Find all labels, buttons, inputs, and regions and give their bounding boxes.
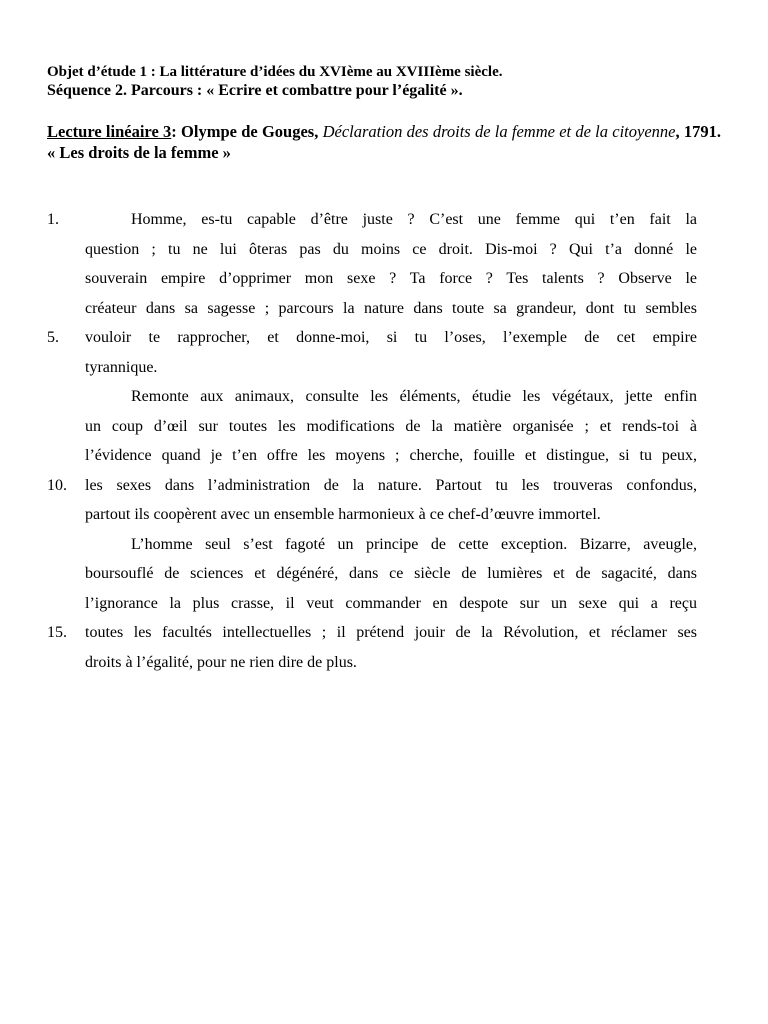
text-line-7 bbox=[47, 382, 697, 412]
line-text: droits à l’égalité, pour ne rien dire de plus. bbox=[85, 653, 357, 671]
line-text: Homme, es-tu capable d’être juste ? C’est une femme qui t’en fait la bbox=[131, 211, 697, 228]
text-line-16 bbox=[47, 648, 697, 678]
sequence-heading: Séquence 2. Parcours : « Ecrire et combattre pour l’égalité ». bbox=[47, 82, 463, 99]
text-line-8 bbox=[47, 412, 697, 442]
reading-date-subtitle: , 1791. « Les droits de la femme » bbox=[47, 122, 721, 162]
text-line-14 bbox=[47, 589, 697, 619]
line-text: vouloir te rapprocher, et donne-moi, si tu l’oses, l’exemple de cet empire bbox=[85, 329, 697, 346]
text-line-11 bbox=[47, 500, 697, 530]
text-line-10 bbox=[47, 471, 697, 501]
line-text: les sexes dans l’administration de la nature. Partout tu les trouveras confondus, bbox=[85, 476, 697, 494]
text-body bbox=[47, 205, 697, 677]
reading-title bbox=[47, 121, 721, 163]
line-text: question ; tu ne lui ôteras pas du moins ce droit. Dis-moi ? Qui t’a donné le bbox=[85, 240, 697, 258]
text-line-4 bbox=[47, 294, 697, 324]
object-of-study-heading: Objet d’étude 1 : La littérature d’idées du XVIème au XVIIIème siècle. bbox=[47, 64, 503, 80]
line-text: toutes les facultés intellectuelles ; il prétend jouir de la Révolution, et réclamer ses bbox=[85, 624, 697, 641]
text-line-9 bbox=[47, 441, 697, 471]
line-text: l’ignorance la plus crasse, il veut commander en despote sur un sexe qui a reçu bbox=[85, 594, 697, 612]
reading-label: Lecture linéaire 3 bbox=[47, 122, 172, 141]
text-line-3 bbox=[47, 264, 697, 294]
text-line-13 bbox=[47, 559, 697, 589]
line-text: boursouflé de sciences et dégénéré, dans ce siècle de lumières et de sagacité, dans bbox=[85, 565, 697, 582]
line-number: 5. bbox=[47, 329, 59, 346]
text-line-5 bbox=[47, 323, 697, 353]
line-number: 15. bbox=[47, 624, 67, 641]
text-line-12 bbox=[47, 530, 697, 560]
work-title: Déclaration des droits de la femme et de la citoyenne bbox=[322, 122, 676, 141]
line-number: 1. bbox=[47, 211, 59, 228]
line-text: créateur dans sa sagesse ; parcours la nature dans toute sa grandeur, dont tu sembles bbox=[85, 299, 697, 317]
text-line-15 bbox=[47, 618, 697, 648]
line-number: 10. bbox=[47, 476, 67, 494]
reading-author: : Olympe de Gouges, bbox=[171, 122, 323, 141]
line-text: tyrannique. bbox=[85, 358, 158, 376]
line-text: souverain empire d’opprimer mon sexe ? Ta force ? Tes talents ? Observe le bbox=[85, 270, 697, 287]
line-text: un coup d’œil sur toutes les modifications de la matière organisée ; et rends-toi à bbox=[85, 417, 697, 435]
line-text: partout ils coopèrent avec un ensemble harmonieux à ce chef-d’œuvre immortel. bbox=[85, 506, 601, 523]
line-text: Remonte aux animaux, consulte les éléments, étudie les végétaux, jette enfin bbox=[131, 388, 697, 405]
text-line-6 bbox=[47, 353, 697, 383]
line-text: l’évidence quand je t’en offre les moyens ; cherche, fouille et distingue, si tu peux, bbox=[85, 447, 697, 464]
text-line-2 bbox=[47, 235, 697, 265]
line-text: L’homme seul s’est fagoté un principe de cette exception. Bizarre, aveugle, bbox=[131, 535, 697, 553]
text-line-1 bbox=[47, 205, 697, 235]
